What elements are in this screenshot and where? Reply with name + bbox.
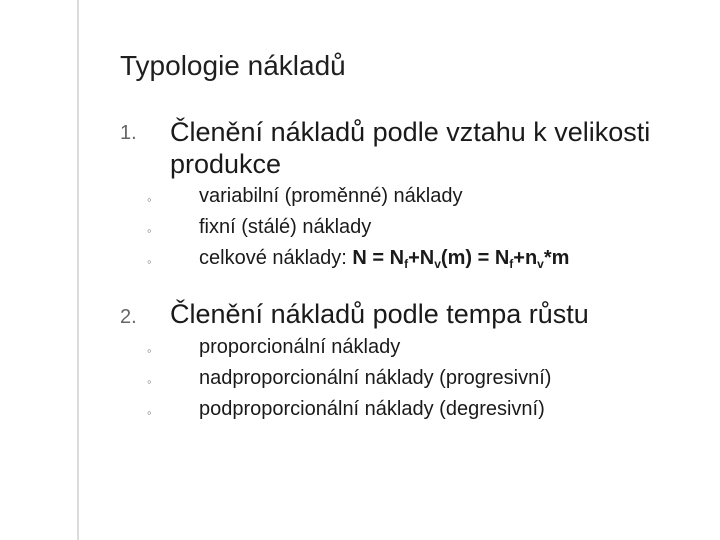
bullet-icon: ◦	[147, 374, 152, 389]
section-1-heading-line2: produkce	[170, 149, 282, 179]
section-2-number: 2.	[120, 306, 137, 328]
formula-subscript: f	[404, 257, 409, 271]
formula-part: +N	[408, 247, 435, 269]
list-item: podproporcionální náklady (degresivní)	[199, 398, 545, 420]
list-item: variabilní (proměnné) náklady	[199, 185, 463, 207]
formula-part: (m) = N	[440, 247, 510, 269]
total-costs-formula	[352, 247, 569, 269]
section-1-heading	[170, 116, 650, 180]
list-item: fixní (stálé) náklady	[199, 216, 372, 238]
section-2-heading: Členění nákladů podle tempa růstu	[170, 299, 589, 329]
list-item: proporcionální náklady	[199, 336, 401, 358]
list-item-total-costs	[199, 247, 569, 270]
formula-part: N = N	[352, 247, 405, 269]
formula-part: *m	[543, 247, 570, 269]
formula-part: +n	[513, 247, 538, 269]
total-costs-label: celkové náklady:	[199, 247, 353, 269]
bullet-icon: ◦	[147, 192, 152, 207]
formula-subscript: v	[434, 257, 441, 271]
bullet-icon: ◦	[147, 343, 152, 358]
section-1-heading-line1: Členění nákladů podle vztahu k velikosti	[170, 117, 651, 147]
slide-title: Typologie nákladů	[120, 50, 346, 81]
left-border-line	[77, 0, 79, 540]
formula-subscript: f	[509, 257, 514, 271]
bullet-icon: ◦	[147, 254, 152, 269]
bullet-icon: ◦	[147, 405, 152, 420]
bullet-icon: ◦	[147, 223, 152, 238]
list-item: nadproporcionální náklady (progresivní)	[199, 367, 552, 389]
formula-subscript: v	[537, 257, 544, 271]
section-1-number: 1.	[120, 122, 137, 144]
